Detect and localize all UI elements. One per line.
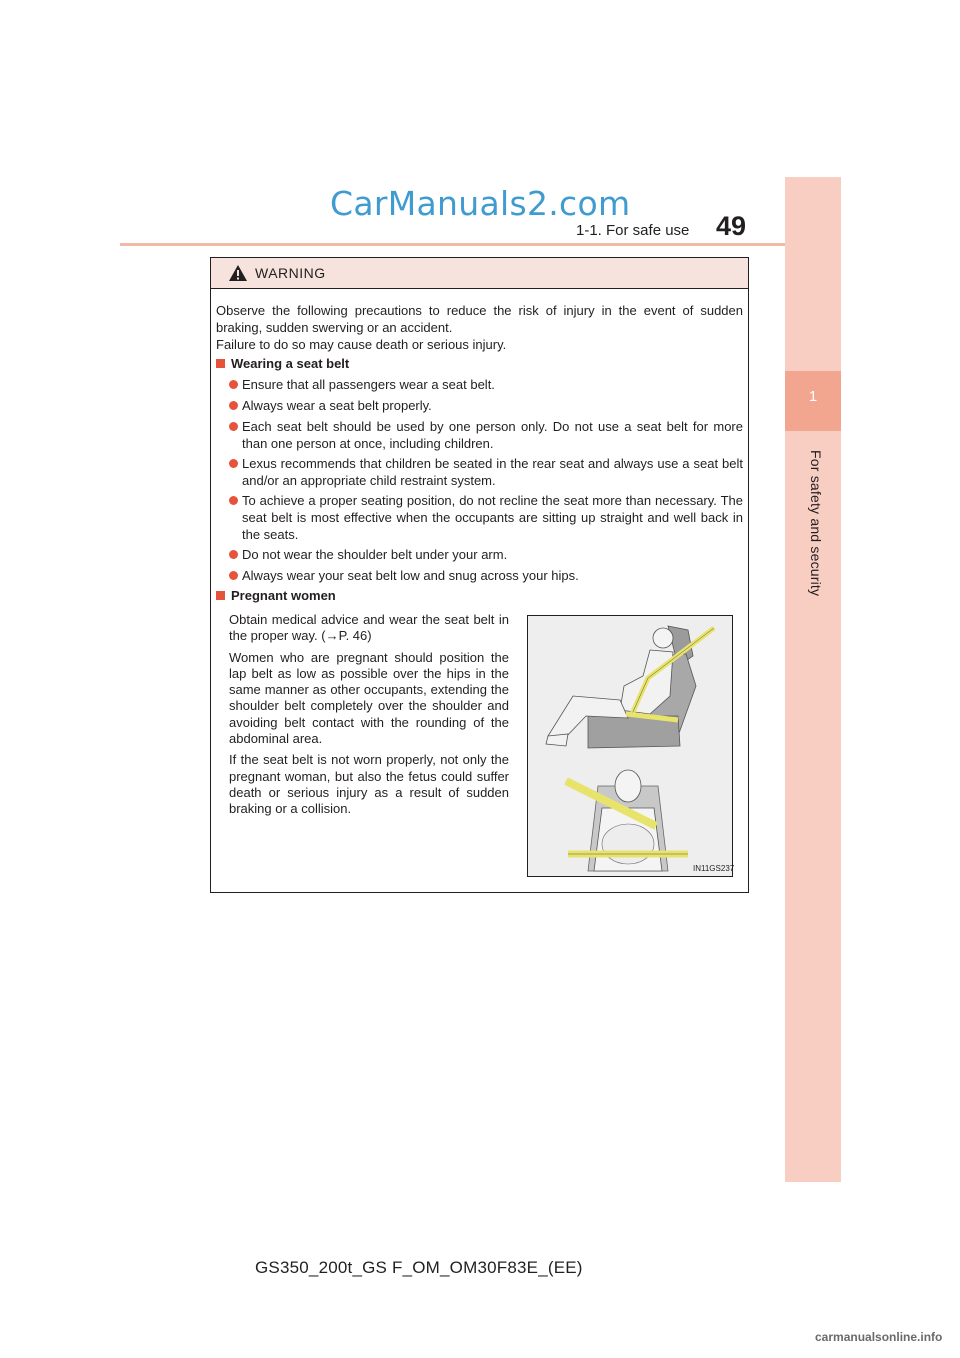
list-item: Always wear your seat belt low and snug across your hips. — [229, 567, 743, 584]
seat-belt-illustration — [527, 615, 733, 877]
list-item: To achieve a proper seating position, do not recline the seat more than necessary. The seat belt is most effective when the occupants are sitting up straight and well back in the seats. — [229, 492, 743, 543]
list-item: Ensure that all passengers wear a seat belt. — [229, 376, 743, 393]
pregnant-text — [229, 612, 509, 823]
page-number: 49 — [716, 211, 747, 241]
bullet-dot-icon — [229, 496, 238, 505]
chapter-side-tab — [785, 177, 841, 1182]
paragraph: Women who are pregnant should position the lap belt as low as possible over the hips in the same manner as other occupants, extending the shoulder belt completely over the shoulder and avoiding belt contact with the rounding of the abdominal area. — [229, 649, 509, 747]
warning-intro — [216, 302, 743, 353]
bullet-dot-icon — [229, 459, 238, 468]
bullet-dot-icon — [229, 422, 238, 431]
watermark-footer: carmanualsonline.info — [815, 1330, 943, 1344]
intro-text-2: Failure to do so may cause death or serious injury. — [216, 337, 507, 352]
header-rule — [120, 243, 840, 246]
warning-box — [210, 257, 749, 893]
section-header: 1-1. For safe use — [576, 222, 690, 239]
warning-title: WARNING — [255, 265, 326, 281]
paragraph: If the seat belt is not worn properly, not only the pregnant woman, but also the fetus could suffer death or serious injury as a result of sudden braking or a collision. — [229, 752, 509, 817]
section-title-seat-belt: Wearing a seat belt — [216, 356, 349, 371]
square-bullet-icon — [216, 591, 225, 600]
paragraph: Obtain medical advice and wear the seat belt in the proper way. (→P. 46) — [229, 612, 509, 644]
list-item: Lexus recommends that children be seated in the rear seat and always use a seat belt and/or an appropriate child restraint system. — [229, 455, 743, 489]
bullet-dot-icon — [229, 571, 238, 580]
list-item: Each seat belt should be used by one person only. Do not use a seat belt for more than one person at once, including children. — [229, 418, 743, 452]
intro-text: Observe the following precautions to reduce the risk of injury in the event of sudden braking, sudden swerving or an accident. — [216, 303, 743, 335]
bullet-dot-icon — [229, 550, 238, 559]
watermark-logo: CarManuals2.com — [330, 184, 631, 223]
list-item: Always wear a seat belt properly. — [229, 397, 743, 414]
warning-triangle-icon — [228, 264, 248, 282]
warning-header — [211, 258, 748, 289]
list-item: Do not wear the shoulder belt under your arm. — [229, 546, 743, 563]
chapter-label: For safety and security — [808, 450, 824, 597]
illustration-code: IN11GS237 — [693, 864, 735, 873]
chapter-number: 1 — [808, 388, 818, 405]
bullet-dot-icon — [229, 380, 238, 389]
section-title-pregnant: Pregnant women — [216, 588, 336, 603]
bullet-dot-icon — [229, 401, 238, 410]
document-code: GS350_200t_GS F_OM_OM30F83E_(EE) — [255, 1258, 583, 1277]
pregnant-woman-seatbelt-image — [528, 616, 735, 876]
square-bullet-icon — [216, 359, 225, 368]
